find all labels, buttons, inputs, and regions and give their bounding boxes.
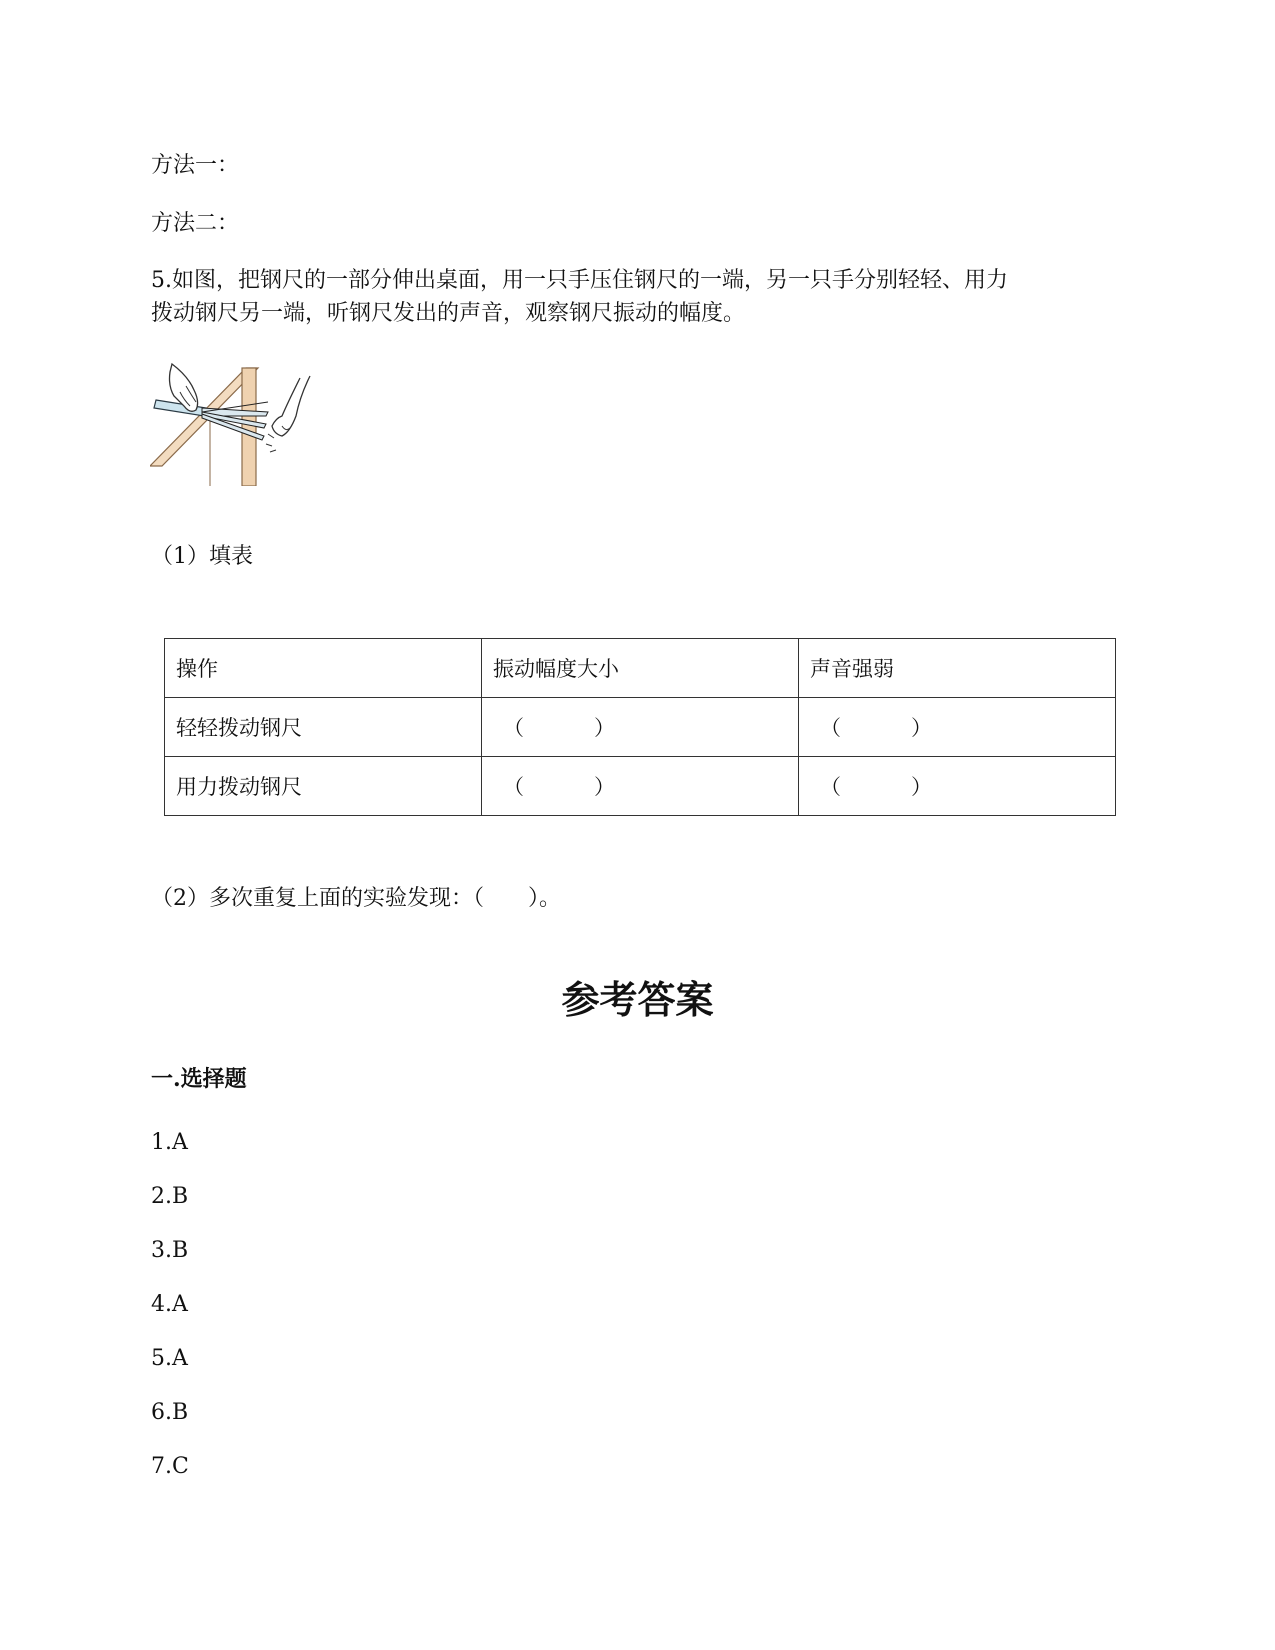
question-5-line-2: 拨动钢尺另一端，听钢尺发出的声音，观察钢尺振动的幅度。 bbox=[151, 301, 746, 326]
fill-in-table bbox=[164, 638, 1116, 816]
answer-item: 4.A bbox=[151, 1292, 188, 1317]
table-row bbox=[165, 698, 1116, 757]
answer-item: 5.A bbox=[151, 1346, 188, 1371]
table-header-cell: 声音强弱 bbox=[799, 639, 1116, 698]
table-header-cell: 振动幅度大小 bbox=[482, 639, 799, 698]
answer-blank: （ ） bbox=[820, 775, 932, 799]
table-header-cell: 操作 bbox=[165, 639, 482, 698]
answer-item: 2.B bbox=[151, 1184, 189, 1209]
table-cell: 轻轻拨动钢尺 bbox=[165, 698, 482, 757]
method-two-label: 方法二： bbox=[151, 211, 240, 236]
table-blank-cell bbox=[482, 757, 799, 816]
answer-item: 1.A bbox=[151, 1130, 188, 1155]
answer-blank: （ ） bbox=[503, 775, 615, 799]
sub-question-1: （1）填表 bbox=[151, 544, 253, 569]
answer-item: 3.B bbox=[151, 1238, 189, 1263]
answer-blank: （ ） bbox=[503, 716, 615, 740]
question-5 bbox=[151, 264, 1091, 330]
answer-item: 6.B bbox=[151, 1400, 189, 1425]
steel-ruler-illustration bbox=[150, 356, 320, 486]
answer-key-title: 参考答案 bbox=[561, 977, 714, 1022]
table-blank-cell bbox=[482, 698, 799, 757]
answer-blank: （ ） bbox=[820, 716, 932, 740]
table-header-row bbox=[165, 639, 1116, 698]
table-cell: 用力拨动钢尺 bbox=[165, 757, 482, 816]
section-heading-choice: 一.选择题 bbox=[151, 1066, 247, 1092]
sub-question-2: （2）多次重复上面的实验发现：（ ）。 bbox=[151, 886, 561, 911]
method-one-label: 方法一： bbox=[151, 153, 240, 178]
question-5-line-1: 5.如图，把钢尺的一部分伸出桌面，用一只手压住钢尺的一端，另一只手分别轻轻、用力 bbox=[151, 268, 1008, 293]
table-row bbox=[165, 757, 1116, 816]
table-blank-cell bbox=[799, 698, 1116, 757]
answer-item: 7.C bbox=[151, 1454, 189, 1479]
table-blank-cell bbox=[799, 757, 1116, 816]
